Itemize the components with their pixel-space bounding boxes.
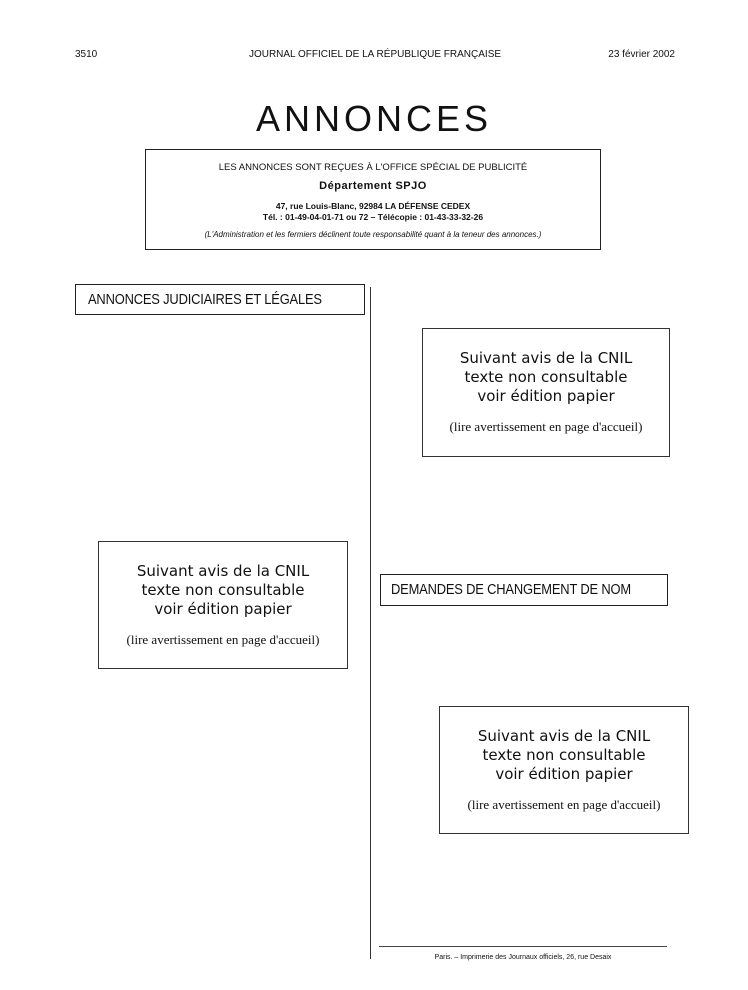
cnil-notice-box [422, 328, 670, 457]
cnil-line-1: Suivant avis de la CNIL [136, 562, 310, 580]
page-header [75, 49, 675, 63]
office-address: 47, rue Louis-Blanc, 92984 LA DÉFENSE CEDEX [275, 201, 471, 211]
footer-rule [379, 946, 667, 947]
cnil-line-3: voir édition papier [154, 600, 292, 618]
section-heading-changement-nom [380, 574, 668, 606]
cnil-line-2: texte non consultable [482, 746, 646, 764]
office-info-box [145, 149, 601, 250]
section-heading-label: ANNONCES JUDICIAIRES ET LÉGALES [88, 291, 322, 308]
section-heading-judiciaires [75, 284, 365, 315]
cnil-line-1: Suivant avis de la CNIL [477, 727, 651, 745]
cnil-line-1: Suivant avis de la CNIL [459, 349, 633, 367]
cnil-notice-box [98, 541, 348, 669]
cnil-note: (lire avertissement en page d'accueil) [449, 419, 643, 434]
office-line: LES ANNONCES SONT REÇUES À L'OFFICE SPÉCIAL DE PUBLICITÉ [218, 162, 528, 173]
department-name: Département SPJO [319, 180, 427, 192]
office-disclaimer: (L'Administration et les fermiers déclinent toute responsabilité quant à la teneur des annonces.) [204, 230, 542, 239]
column-divider [370, 287, 371, 959]
cnil-line-3: voir édition papier [477, 387, 615, 405]
cnil-note: (lire avertissement en page d'accueil) [126, 632, 320, 647]
page-title: ANNONCES [255, 98, 493, 139]
cnil-line-3: voir édition papier [495, 765, 633, 783]
printer-footer: Paris. – Imprimerie des Journaux officiels, 26, rue Desaix [434, 954, 612, 961]
section-heading-label: DEMANDES DE CHANGEMENT DE NOM [391, 581, 631, 598]
cnil-note: (lire avertissement en page d'accueil) [467, 797, 661, 812]
publication-date: 23 février 2002 [608, 49, 675, 60]
cnil-notice-box [439, 706, 689, 834]
page-number: 3510 [75, 49, 98, 60]
office-phone: Tél. : 01-49-04-01-71 ou 72 – Télécopie : 01-43-33-32-26 [262, 212, 484, 222]
cnil-line-2: texte non consultable [464, 368, 628, 386]
journal-title: JOURNAL OFFICIEL DE LA RÉPUBLIQUE FRANÇAISE [248, 49, 502, 60]
cnil-line-2: texte non consultable [141, 581, 305, 599]
